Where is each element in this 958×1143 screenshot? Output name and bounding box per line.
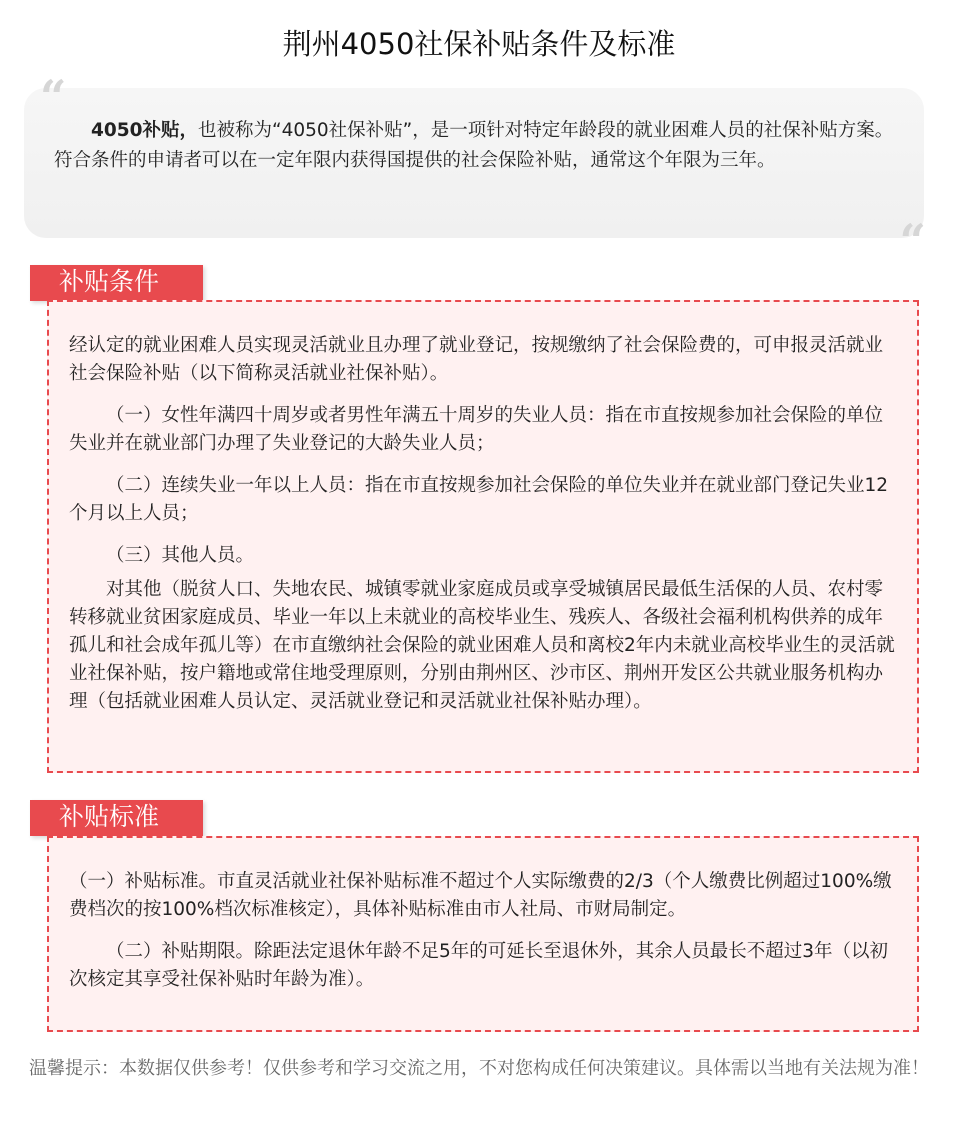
paragraph: （三）其他人员。	[106, 545, 255, 566]
section-heading-standards: 补贴标准	[30, 800, 203, 836]
open-quote-icon: “	[40, 70, 67, 124]
disclaimer: 温馨提示：本数据仅供参考！仅供参考和学习交流之用，不对您构成任何决策建议。具体需以当地有关法规为准！	[29, 1058, 929, 1079]
paragraph: （一）女性年满四十周岁或者男性年满五十周岁的失业人员：指在市直按规参加社会保险的单位失业并在就业部门办理了失业登记的大龄失业人员；	[69, 405, 884, 454]
paragraph: 经认定的就业困难人员实现灵活就业且办理了就业登记，按规缴纳了社会保险费的，可申报灵活就业社会保险补贴（以下简称灵活就业社保补贴）。	[69, 335, 884, 384]
page-title: 荆州4050社保补贴条件及标准	[282, 27, 676, 61]
intro-term: 4050补贴，	[91, 120, 198, 141]
intro-text: 也被称为“4050社保补贴”，是一项针对特定年龄段的就业困难人员的社保补贴方案。符合条件的申请者可以在一定年限内获得国提供的社会保险补贴，通常这个年限为三年。	[54, 120, 894, 171]
intro-paragraph	[54, 116, 894, 176]
section-box-standards	[47, 836, 919, 1032]
section-box-conditions	[47, 300, 919, 773]
paragraph: （二）补贴期限。除距法定退休年龄不足5年的可延长至退休外，其余人员最长不超过3年（以初次核定其享受社保补贴时年龄为准）。	[69, 941, 889, 990]
close-quote-icon: “	[899, 214, 926, 268]
paragraph: （二）连续失业一年以上人员：指在市直按规参加社会保险的单位失业并在就业部门登记失业12个月以上人员；	[69, 475, 889, 524]
paragraph: （一）补贴标准。市直灵活就业社保补贴标准不超过个人实际缴费的2/3（个人缴费比例超过100%缴费档次的按100%档次标准核定），具体补贴标准由市人社局、市财局制定。	[69, 871, 892, 920]
intro-box	[24, 70, 926, 268]
section-heading-conditions: 补贴条件	[30, 265, 203, 301]
paragraph: 对其他（脱贫人口、失地农民、城镇零就业家庭成员或享受城镇居民最低生活保的人员、农村零转移就业贫困家庭成员、毕业一年以上未就业的高校毕业生、残疾人、各级社会福利机构供养的成年孤儿和社会成年孤儿等）在市直缴纳社会保险的就业困难人员和离校2年内未就业高校毕业生的灵活就业社保补贴，按户籍地或常住地受理原则，分别由荆州区、沙市区、荆州开发区公共就业服务机构办理（包括就业困难人员认定、灵活就业登记和灵活就业社保补贴办理）。	[69, 579, 895, 712]
